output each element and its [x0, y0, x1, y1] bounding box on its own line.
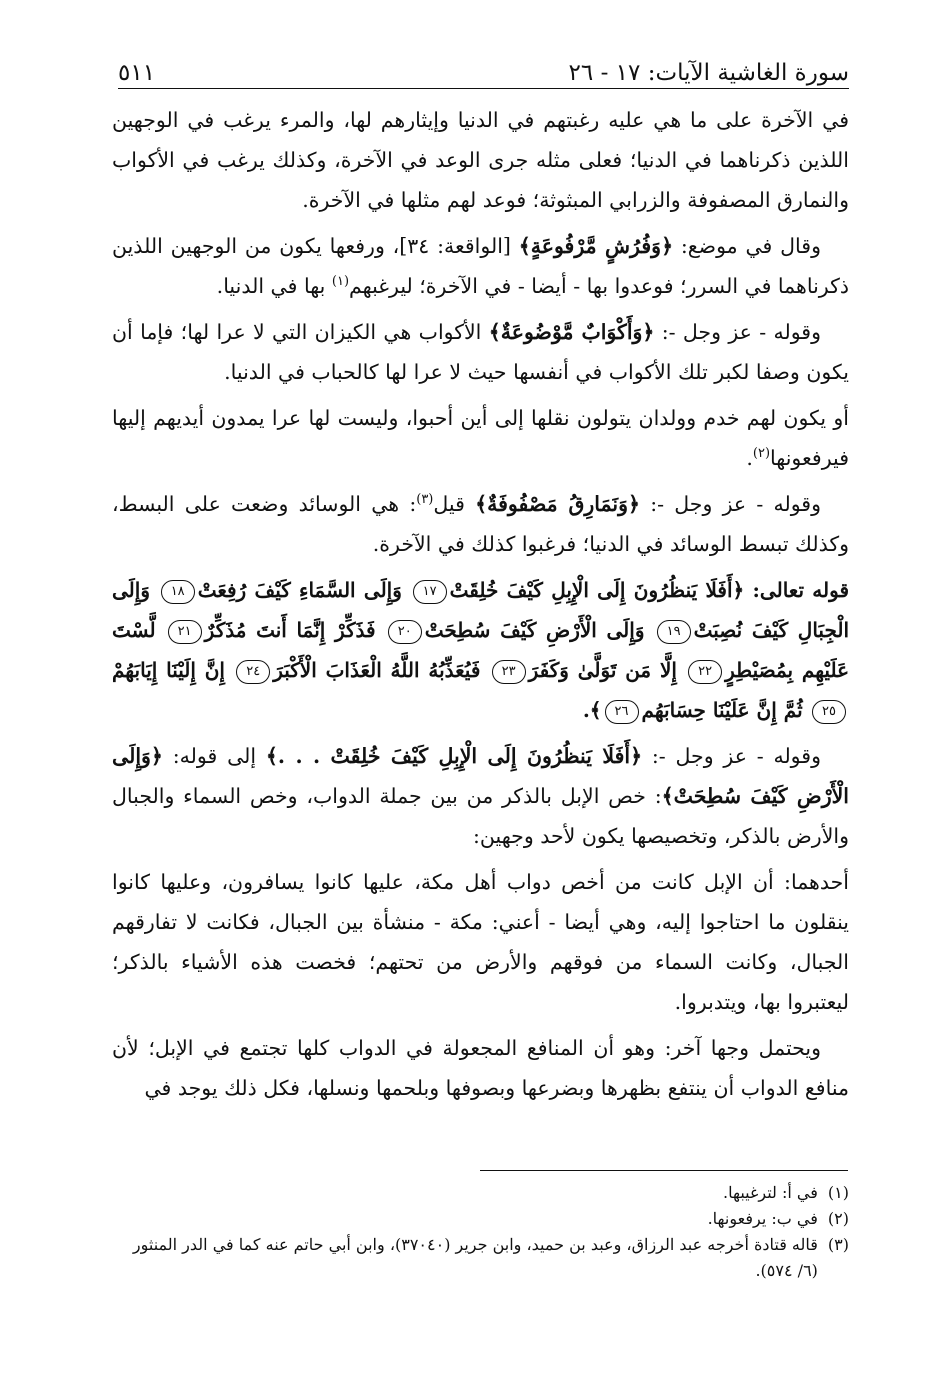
verse-text: لَّسْتَ عَلَيْهِم بِمُصَيْطِرٍ — [112, 618, 850, 682]
verse-segment — [158, 578, 402, 602]
verse-text: ﴿أَفَلَا يَنظُرُونَ إِلَى الْإِبِلِ كَيْفَ خُلِقَتْ — [449, 578, 745, 602]
ayah-number-marker: ٢٢ — [688, 660, 722, 684]
paragraph — [112, 100, 849, 220]
footnote-rule — [480, 1170, 848, 1171]
paragraph — [112, 736, 849, 856]
page-number: ٥١١ — [118, 60, 156, 86]
footnote-ref: (٢) — [752, 446, 771, 462]
paragraph-text: في الآخرة على ما هي عليه رغبتهم في الدنيا وإيثارهم لها، والمرء يرغب في الوجهين اللذين ذكرناهما في الدنيا؛ فعلى مثله جرى الوعد في الآخرة، وكذلك يرغب في الأكواب والنمارق المصفوفة والزرابي المبثوثة؛ فوعد لهم مثلها في الآخرة. — [112, 108, 849, 212]
footnotes — [112, 1180, 849, 1284]
paragraph-text: وقوله - عز وجل -: — [640, 492, 822, 516]
ayah-number-marker: ١٨ — [161, 580, 195, 604]
ayah-number-marker: ٢١ — [168, 620, 202, 644]
paragraph-text: [الواقعة: ٣٤]، ورفعها يكون من الوجهين اللذين ذكرناهما في السرر؛ فوعدوا بها - أيضا - في الآخرة؛ ليرغبهم — [112, 234, 849, 298]
paragraph-text: ويحتمل وجها آخر: وهو أن المنافع المجعولة في الدواب كلها تجتمع في الإبل؛ لأن منافع الدواب أن ينتفع بظهرها وبضرعها وبصوفها وبلحمها ونسلها، فكل ذلك يوجد في — [112, 1036, 849, 1100]
quran-quote: ﴿وَفُرُشٍ مَّرْفُوعَةٍ﴾ — [518, 234, 674, 258]
paragraph — [112, 484, 849, 564]
ayah-number-marker: ٢٠ — [388, 620, 422, 644]
footnote-ref: (٣) — [416, 492, 434, 508]
paragraph-text: وقوله - عز وجل -: — [642, 744, 821, 768]
ayah-number-marker: ٢٣ — [492, 660, 526, 684]
footnote-number: (٢) — [827, 1209, 849, 1228]
paragraph-text: إلى قوله: — [162, 744, 266, 768]
verse-text: وَإِلَى الْجِبَالِ كَيْفَ نُصِبَتْ — [112, 578, 850, 642]
verse-segment — [489, 658, 677, 682]
quran-quote: ﴿وَإِلَى الْأَرْضِ كَيْفَ سُطِحَتْ﴾ — [112, 744, 849, 808]
footnote — [112, 1232, 849, 1284]
paragraph-text: قيل — [433, 492, 476, 516]
paragraph — [112, 1028, 849, 1108]
paragraph — [112, 226, 849, 306]
paragraph-text: : خص الإبل بالذكر من بين جملة الدواب، وخص السماء والجبال والأرض بالذكر، وتخصيصها يكون لأحد وجهين: — [112, 784, 849, 848]
verse-block — [112, 570, 849, 730]
verse-segment — [233, 658, 480, 682]
paragraph-text: أحدهما: أن الإبل كانت من أخص دواب أهل مكة، عليها كانوا يسافرون، وعليها كانوا ينقلون ما احتاجوا إليه، وهي أيضا - أعني: مكة - منشأة بين الجبال، فكانت لا تفارقهم الجبال، وكانت السماء من فوقهم والأرض من تحتهم؛ فخصت هذه الأشياء بالذكر؛ ليعتبروا بها، ويتدبروا. — [112, 870, 850, 1014]
verse-text: وَإِلَى السَّمَاءِ كَيْفَ رُفِعَتْ — [197, 578, 402, 602]
footnote — [112, 1206, 849, 1232]
ayah-number-marker: ٢٤ — [236, 660, 270, 684]
verse-close: ﴾. — [582, 698, 602, 722]
footnote-number: (١) — [827, 1183, 849, 1202]
paragraph — [112, 862, 849, 1022]
footnote-text: قاله قتادة أخرجه عبد الرزاق، وعبد بن حميد، وابن جرير (٣٧٠٤٠)، وابن أبي حاتم عنه كما في الدر المنثور (٦/ ٥٧٤). — [132, 1235, 818, 1280]
verse-text: فَذَكِّرْ إِنَّمَا أَنتَ مُذَكِّرٌ — [204, 618, 376, 642]
footnote — [112, 1180, 849, 1206]
verse-lead: قوله تعالى: — [744, 578, 850, 602]
verse-text: إِنَّ إِلَيْنَا إِيَابَهُمْ — [112, 658, 225, 682]
verse-segment — [410, 578, 745, 602]
header-rule — [118, 88, 849, 89]
body-text — [112, 100, 849, 1114]
footnote-text: في ب: يرفعونها. — [707, 1209, 818, 1228]
ayah-number-marker: ٢٥ — [812, 700, 846, 724]
paragraph-text: بها في الدنيا. — [216, 274, 332, 298]
ayah-number-marker: ٢٦ — [605, 700, 639, 724]
footnote-number: (٣) — [827, 1235, 849, 1254]
running-header — [118, 44, 849, 86]
paragraph-text: : هي الوسائد وضعت على البسط، وكذلك تبسط الوسائد في الدنيا؛ فرغبوا كذلك في الآخرة. — [112, 492, 849, 556]
ayah-number-marker: ١٩ — [657, 620, 691, 644]
paragraph-text: وقال في موضع: — [673, 234, 821, 258]
paragraph-text: . — [746, 446, 753, 470]
verse-text: فَيُعَذِّبُهُ اللَّهُ الْعَذَابَ الْأَكْبَرَ — [273, 658, 481, 682]
paragraph-text: أو يكون لهم خدم وولدان يتولون نقلها إلى أين أحبوا، وليست لها عرا يمدون أيديهم إليها فيرفعونها — [112, 406, 849, 470]
verse-segment — [385, 618, 645, 642]
verse-segment — [165, 618, 376, 642]
quran-quote: ﴿وَنَمَارِقُ مَصْفُوفَةٌ﴾ — [475, 492, 640, 516]
verse-segment — [602, 698, 803, 722]
verse-text: وَإِلَى الْأَرْضِ كَيْفَ سُطِحَتْ — [424, 618, 645, 642]
header-title: سورة الغاشية الآيات: ١٧ - ٢٦ — [568, 60, 849, 86]
quran-quote: ﴿أَفَلَا يَنظُرُونَ إِلَى الْإِبِلِ كَيْفَ خُلِقَتْ . . .﴾ — [265, 744, 643, 768]
paragraph — [112, 398, 849, 478]
ayah-number-marker: ١٧ — [413, 580, 447, 604]
paragraph-text: الأكواب هي الكيزان التي لا عرا لها؛ فإما أن يكون وصفا لكبر تلك الأكواب في أنفسها حيث لا عرا لها كالحباب في الدنيا. — [112, 320, 849, 384]
verse-text: إِلَّا مَن تَوَلَّىٰ وَكَفَرَ — [528, 658, 677, 682]
quran-quote: ﴿وَأَكْوَابٌ مَّوْضُوعَةٌ﴾ — [488, 320, 655, 344]
footnote-text: في أ: لترغيبها. — [723, 1183, 818, 1202]
verse-text: ثُمَّ إِنَّ عَلَيْنَا حِسَابَهُم — [641, 698, 803, 722]
footnote-ref: (١) — [331, 274, 350, 290]
paragraph — [112, 312, 849, 392]
paragraph-text: وقوله - عز وجل -: — [654, 320, 821, 344]
